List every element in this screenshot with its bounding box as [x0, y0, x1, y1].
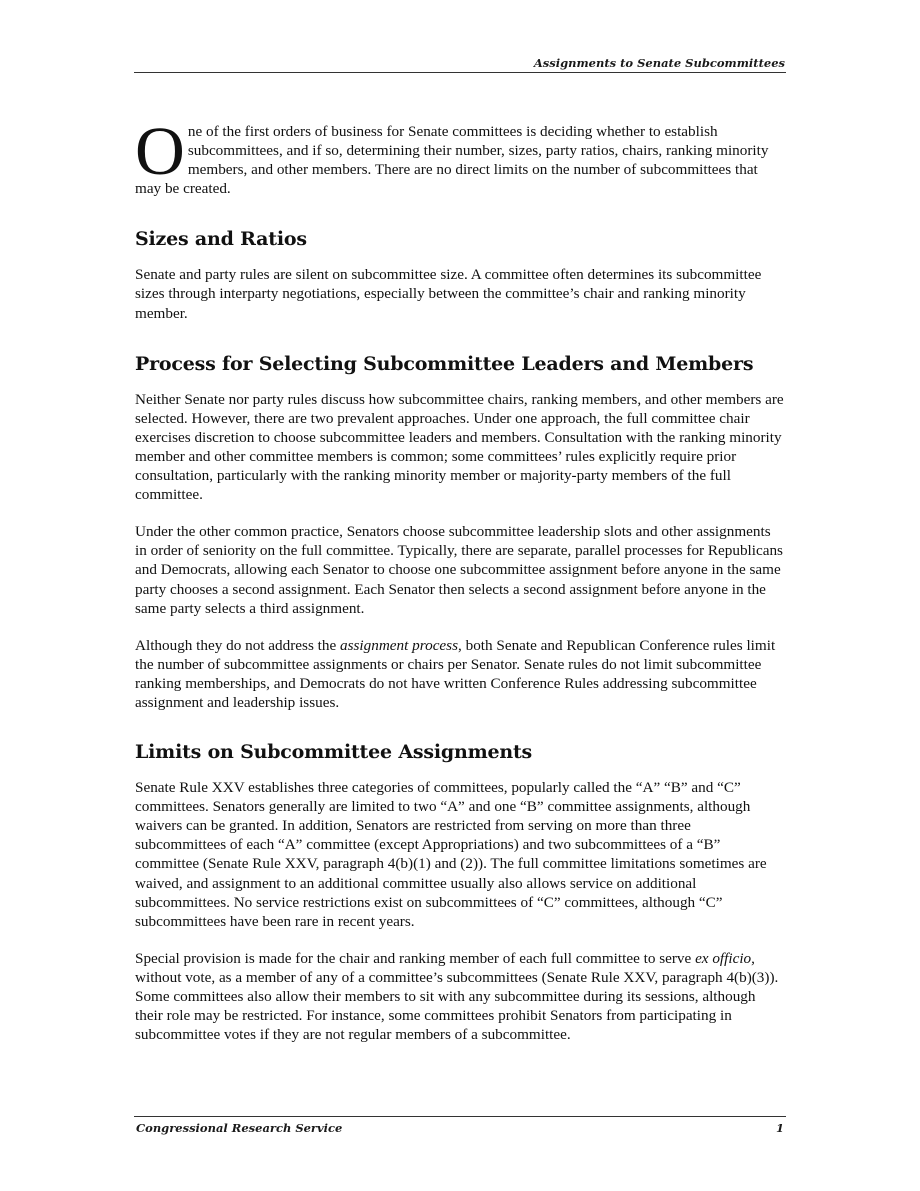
- heading-assignment-limits: Limits on Subcommittee Assignments: [135, 741, 533, 764]
- heading-sizes-and-ratios: Sizes and Ratios: [135, 228, 307, 251]
- paragraph: Senate Rule XXV establishes three categories of committees, popularly called the “A” “B” and “C” committees. Senators generally are limited to two “A” and one “B” committee assignments, although waivers can be granted. In addition, Senators are restricted from serving on more than three subcommittees of each “A” committee (except Appropriations) and two subcommittees of a “B” committee (Senate Rule XXV, paragraph 4(b)(1) and (2)). The full committee limitations sometimes are waived, and assignment to an additional committee usually also allows service on additional subcommittees. No service restrictions exist on subcommittees of “C” committees, although “C” subcommittees have been rare in recent years.: [135, 779, 767, 930]
- document-body: [135, 113, 785, 1062]
- page-number: 1: [775, 1121, 784, 1135]
- running-header: Assignments to Senate Subcommittees: [533, 56, 785, 70]
- emphasis-text: assignment process: [340, 636, 458, 654]
- paragraph: Neither Senate nor party rules discuss how subcommittee chairs, ranking members, and other members are selected. However, there are two prevalent approaches. Under one approach, the full committee chair exercises discretion to choose subcommittee leaders and members. Consultation with the ranking minority member and other committee members is common; some committees’ rules explicitly require prior consultation, particularly with the ranking minority member or majority-party members of the full committee.: [135, 390, 784, 504]
- text-run: Although they do not address the: [135, 636, 341, 654]
- text-run: Special provision is made for the chair and ranking member of each full committee to serve: [135, 949, 696, 967]
- paragraph: [135, 636, 785, 712]
- text-run: , without vote, as a member of any of a committee’s subcommittees (Senate Rule XXV, paragraph 4(b)(3)). Some committees also allow their members to sit with any subcommittee during its sessions, although their role may be restricted. For instance, some committees prohibit Senators from participating in subcommittee votes if they are not regular members of a subcommittee.: [135, 949, 779, 1044]
- text-run: , both Senate and Republican Conference rules limit the number of subcommittee assignments or chairs per Senator. Senate rules do not limit subcommittee ranking memberships, and Democrats do not have written Conference Rules addressing subcommittee assignment and leadership issues.: [135, 636, 776, 711]
- paragraph: Senate and party rules are silent on subcommittee size. A committee often determines its subcommittee sizes through interparty negotiations, especially between the committee’s chair and ranking minority member.: [135, 266, 762, 322]
- paragraph: Under the other common practice, Senators choose subcommittee leadership slots and other assignments in order of seniority on the full committee. Typically, there are separate, parallel processes for Republicans and Democrats, allowing each Senator to choose one subcommittee assignment before anyone in the same party chooses a second assignment. Each Senator then selects a second assignment before anyone in the same party selects a third assignment.: [135, 523, 783, 617]
- footer-publisher: Congressional Research Service: [136, 1121, 343, 1135]
- paragraph: [135, 949, 785, 1044]
- intro-paragraph: [135, 113, 785, 198]
- heading-selection-process: Process for Selecting Subcommittee Leaders and Members: [135, 352, 754, 375]
- header-divider: [134, 72, 786, 73]
- emphasis-text: ex officio: [695, 949, 752, 967]
- footer-divider: [134, 1116, 786, 1117]
- drop-cap: O: [135, 113, 185, 189]
- intro-text: ne of the first orders of business for Senate committees is deciding whether to establish subcommittees, and if so, determining their number, sizes, party ratios, chairs, ranking minority members, and other members. There are no direct limits on the number of subcommittees that may be created.: [135, 123, 769, 198]
